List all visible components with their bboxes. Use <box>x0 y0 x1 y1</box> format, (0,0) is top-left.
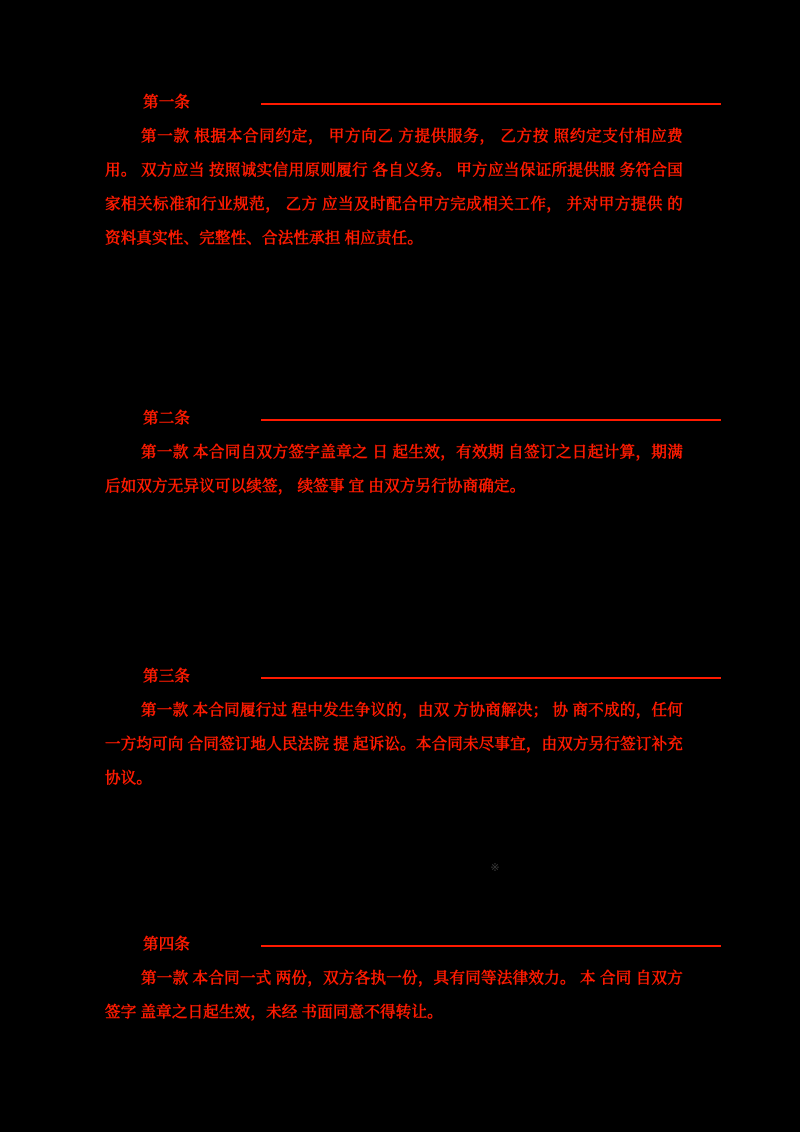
clause-paragraph-d: 第一款 本合同一式 两份，双方各执一份，具有同等法律效力。 本 合同 自双方签字 盖章之日起生效，未经 书面同意不得转让。 <box>105 970 683 1021</box>
clause-block-c <box>105 660 683 796</box>
clause-heading-rule-a <box>261 103 721 105</box>
clause-heading-b-text: 第二条 <box>143 410 191 427</box>
clause-block-b <box>105 402 683 504</box>
clause-heading-a-text: 第一条 <box>143 94 191 111</box>
clause-heading-c <box>143 660 683 694</box>
clause-heading-d <box>143 928 683 962</box>
clause-heading-c-text: 第三条 <box>143 668 191 685</box>
clause-heading-rule-b <box>261 419 721 421</box>
page-marker: ※ <box>490 862 500 874</box>
clause-heading-b <box>143 402 683 436</box>
clause-block-d <box>105 928 683 1030</box>
clause-paragraph-a: 第一款 根据本合同约定， 甲方向乙 方提供服务， 乙方按 照约定支付相应费用。 双方应当 按照诚实信用原则履行 各自义务。 甲方应当保证所提供服 务符合国家相关标准和行业规范， 乙方 应当及时配合甲方完成相关工作， 并对甲方提供 的资料真实性、完整性、合法性承担 相应责任。 <box>105 128 683 247</box>
clause-block-a <box>105 86 683 256</box>
clause-paragraph-c: 第一款 本合同履行过 程中发生争议的，由双 方协商解决； 协 商不成的，任何 一方均可向 合同签订地人民法院 提 起诉讼。本合同未尽事宜，由双方另行签订补充协议。 <box>105 702 683 787</box>
clause-heading-a <box>143 86 683 120</box>
clause-heading-rule-d <box>261 945 721 947</box>
clause-paragraph-b: 第一款 本合同自双方签字盖章之 日 起生效，有效期 自签订之日起计算，期满 后如双方无异议可以续签， 续签事 宜 由双方另行协商确定。 <box>105 444 683 495</box>
clause-heading-rule-c <box>261 677 721 679</box>
clause-heading-d-text: 第四条 <box>143 936 191 953</box>
